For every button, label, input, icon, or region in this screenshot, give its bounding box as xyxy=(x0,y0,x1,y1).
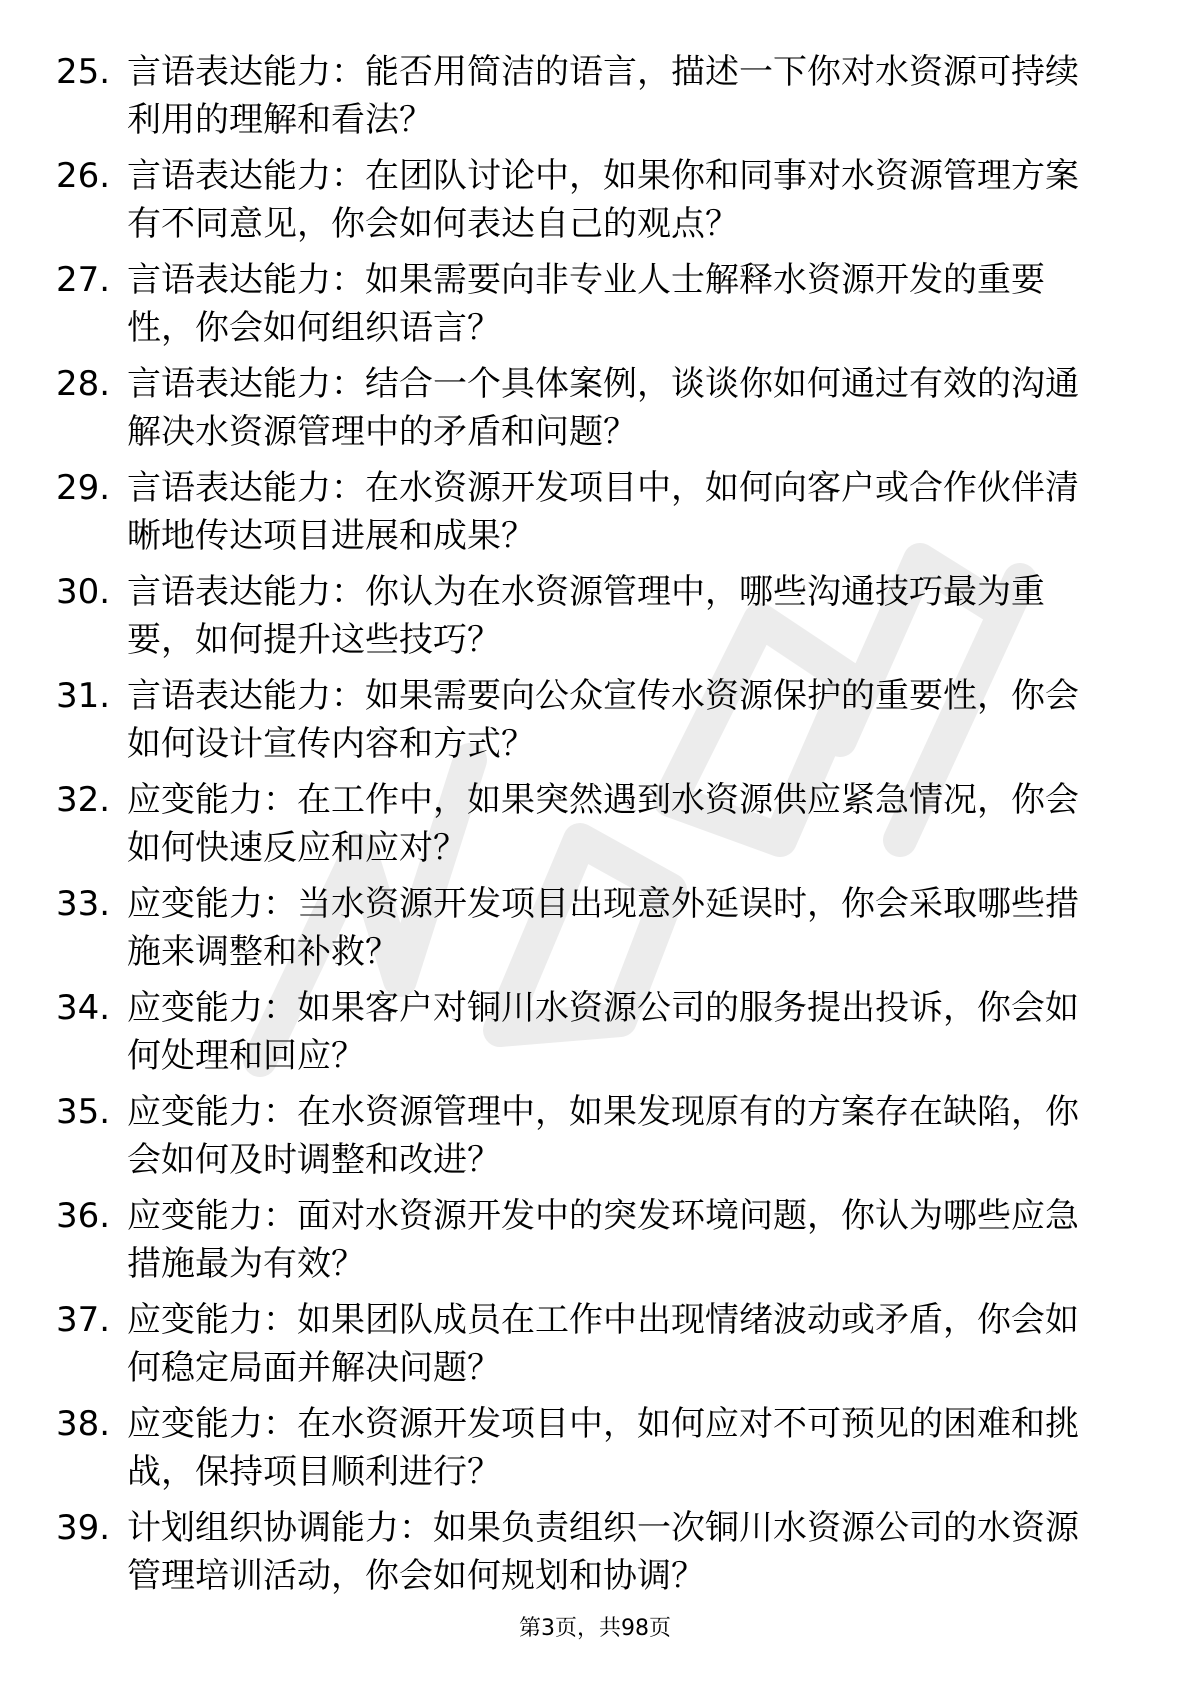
question-text-line: 何处理和回应？ xyxy=(127,1036,365,1076)
question-item xyxy=(0,776,1190,880)
question-text-line: 言语表达能力：在水资源开发项目中，如何向客户或合作伙伴清 xyxy=(127,468,1079,508)
question-text xyxy=(127,1192,1127,1288)
page-number-footer: 第3页，共98页 xyxy=(519,1616,671,1641)
question-text-line: 性，你会如何组织语言？ xyxy=(127,308,501,348)
question-item xyxy=(0,256,1190,360)
question-text xyxy=(127,1400,1127,1496)
question-text-line: 言语表达能力：你认为在水资源管理中，哪些沟通技巧最为重 xyxy=(127,572,1045,612)
question-text-line: 言语表达能力：如果需要向非专业人士解释水资源开发的重要 xyxy=(127,260,1045,300)
question-text-line: 应变能力：在水资源管理中，如果发现原有的方案存在缺陷，你 xyxy=(127,1092,1079,1132)
question-text xyxy=(127,360,1127,456)
question-text-line: 管理培训活动，你会如何规划和协调？ xyxy=(127,1556,705,1596)
question-text xyxy=(127,776,1127,872)
question-text xyxy=(127,1504,1127,1600)
question-item xyxy=(0,48,1190,152)
question-text-line: 言语表达能力：在团队讨论中，如果你和同事对水资源管理方案 xyxy=(127,156,1079,196)
question-number: 30. xyxy=(56,572,111,612)
question-text-line: 言语表达能力：结合一个具体案例，谈谈你如何通过有效的沟通 xyxy=(127,364,1079,404)
question-text-line: 措施最为有效？ xyxy=(127,1244,365,1284)
question-text-line: 会如何及时调整和改进？ xyxy=(127,1140,501,1180)
question-text-line: 应变能力：在工作中，如果突然遇到水资源供应紧急情况，你会 xyxy=(127,780,1079,820)
question-number: 25. xyxy=(56,52,111,92)
question-number: 35. xyxy=(56,1092,111,1132)
question-text-line: 晰地传达项目进展和成果？ xyxy=(127,516,535,556)
question-text xyxy=(127,152,1127,248)
question-text-line: 如何设计宣传内容和方式？ xyxy=(127,724,535,764)
question-text-line: 应变能力：当水资源开发项目出现意外延误时，你会采取哪些措 xyxy=(127,884,1079,924)
question-item xyxy=(0,568,1190,672)
question-text-line: 施来调整和补救？ xyxy=(127,932,399,972)
question-text-line: 解决水资源管理中的矛盾和问题？ xyxy=(127,412,637,452)
question-text-line: 战，保持项目顺利进行？ xyxy=(127,1452,501,1492)
question-number: 33. xyxy=(56,884,111,924)
question-item xyxy=(0,464,1190,568)
question-text-line: 利用的理解和看法？ xyxy=(127,100,433,140)
question-text-line: 计划组织协调能力：如果负责组织一次铜川水资源公司的水资源 xyxy=(127,1508,1079,1548)
question-item xyxy=(0,984,1190,1088)
question-list xyxy=(0,48,1190,1608)
question-item xyxy=(0,152,1190,256)
question-text-line: 应变能力：在水资源开发项目中，如何应对不可预见的困难和挑 xyxy=(127,1404,1079,1444)
question-number: 27. xyxy=(56,260,111,300)
question-text xyxy=(127,464,1127,560)
question-number: 38. xyxy=(56,1404,111,1444)
question-number: 36. xyxy=(56,1196,111,1236)
question-number: 37. xyxy=(56,1300,111,1340)
question-text xyxy=(127,984,1127,1080)
question-item xyxy=(0,1088,1190,1192)
question-text xyxy=(127,1296,1127,1392)
question-text-line: 有不同意见，你会如何表达自己的观点？ xyxy=(127,204,739,244)
question-text xyxy=(127,48,1127,144)
question-number: 31. xyxy=(56,676,111,716)
question-text-line: 应变能力：如果团队成员在工作中出现情绪波动或矛盾，你会如 xyxy=(127,1300,1079,1340)
question-text-line: 应变能力：面对水资源开发中的突发环境问题，你认为哪些应急 xyxy=(127,1196,1079,1236)
question-text-line: 言语表达能力：能否用简洁的语言，描述一下你对水资源可持续 xyxy=(127,52,1079,92)
question-text xyxy=(127,568,1127,664)
question-item xyxy=(0,880,1190,984)
question-number: 32. xyxy=(56,780,111,820)
question-number: 29. xyxy=(56,468,111,508)
question-text-line: 何稳定局面并解决问题？ xyxy=(127,1348,501,1388)
question-item xyxy=(0,1504,1190,1608)
question-number: 28. xyxy=(56,364,111,404)
question-item xyxy=(0,360,1190,464)
question-number: 26. xyxy=(56,156,111,196)
question-item xyxy=(0,1400,1190,1504)
question-text-line: 要，如何提升这些技巧？ xyxy=(127,620,501,660)
question-text xyxy=(127,256,1127,352)
question-text-line: 如何快速反应和应对？ xyxy=(127,828,467,868)
question-item xyxy=(0,1296,1190,1400)
question-number: 34. xyxy=(56,988,111,1028)
question-text-line: 言语表达能力：如果需要向公众宣传水资源保护的重要性，你会 xyxy=(127,676,1079,716)
question-number: 39. xyxy=(56,1508,111,1548)
question-item xyxy=(0,672,1190,776)
question-text xyxy=(127,672,1127,768)
question-item xyxy=(0,1192,1190,1296)
question-text xyxy=(127,1088,1127,1184)
question-text-line: 应变能力：如果客户对铜川水资源公司的服务提出投诉，你会如 xyxy=(127,988,1079,1028)
question-text xyxy=(127,880,1127,976)
